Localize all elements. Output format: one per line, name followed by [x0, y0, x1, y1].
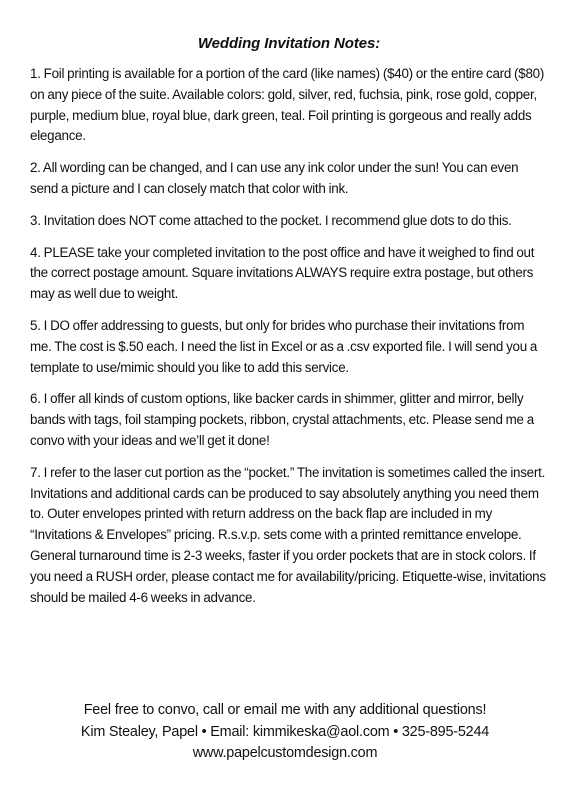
note-wording-ink: 2. All wording can be changed, and I can use any ink color under the sun! You can even send a picture and I can closely match that color with ink. — [30, 160, 519, 196]
note-addressing: 5. I DO offer addressing to guests, but only for brides who purchase their invitations from me. The cost is $.50 each. I need the list in Excel or as a .csv exported file. I will send you a template to use/mimic should you like to add this service. — [30, 317, 538, 375]
footer-contact-line: Kim Stealey, Papel • Email: kimmikeska@aol.com • 325-895-5244 — [80, 723, 490, 740]
note-custom-options: 6. I offer all kinds of custom options, like backer cards in shimmer, glitter and mirror, belly bands with tags, foil stamping pockets, ribbon, crystal attachments, etc. Please send me a convo with your ideas and we’ll get it done! — [30, 391, 534, 448]
note-foil-printing: 1. Foil printing is available for a portion of the card (like names) ($40) or the entire card ($80) on any piece of the suite. Available colors: gold, silver, red, fuchsia, pink, rose gold, copper, purple, medium blue, royal blue, dark green, teal. Foil printing is gorgeous and really adds elegance. — [30, 66, 545, 144]
note-pocket-attachment: 3. Invitation does NOT come attached to the pocket. I recommend glue dots to do this. — [30, 212, 512, 228]
document-title: Wedding Invitation Notes: — [197, 35, 381, 52]
contact-footer — [0, 700, 570, 765]
footer-questions-line: Feel free to convo, call or email me with any additional questions! — [83, 702, 487, 718]
note-pocket-terms: 7. I refer to the laser cut portion as the “pocket.” The invitation is sometimes called the insert. Invitations and additional cards can be produced to say absolutely anything you need them to. Outer envelopes printed with return address on the back flap are included in my “Invitations & Envelopes” pricing. R.s.v.p. sets come with a printed remittance envelope. General turnaround time is 2-3 weeks, faster if you order pockets that are in stock colors. If you need a RUSH order, please contact me for availability/pricing. Etiquette-wise, invitations should be mailed 4-6 weeks in advance. — [30, 464, 546, 605]
note-postage: 4. PLEASE take your completed invitation to the post office and have it weighed to find out the correct postage amount. Square invitations ALWAYS require extra postage, but others may as well due to weight. — [30, 244, 535, 302]
footer-website: www.papelcustomdesign.com — [192, 745, 378, 761]
